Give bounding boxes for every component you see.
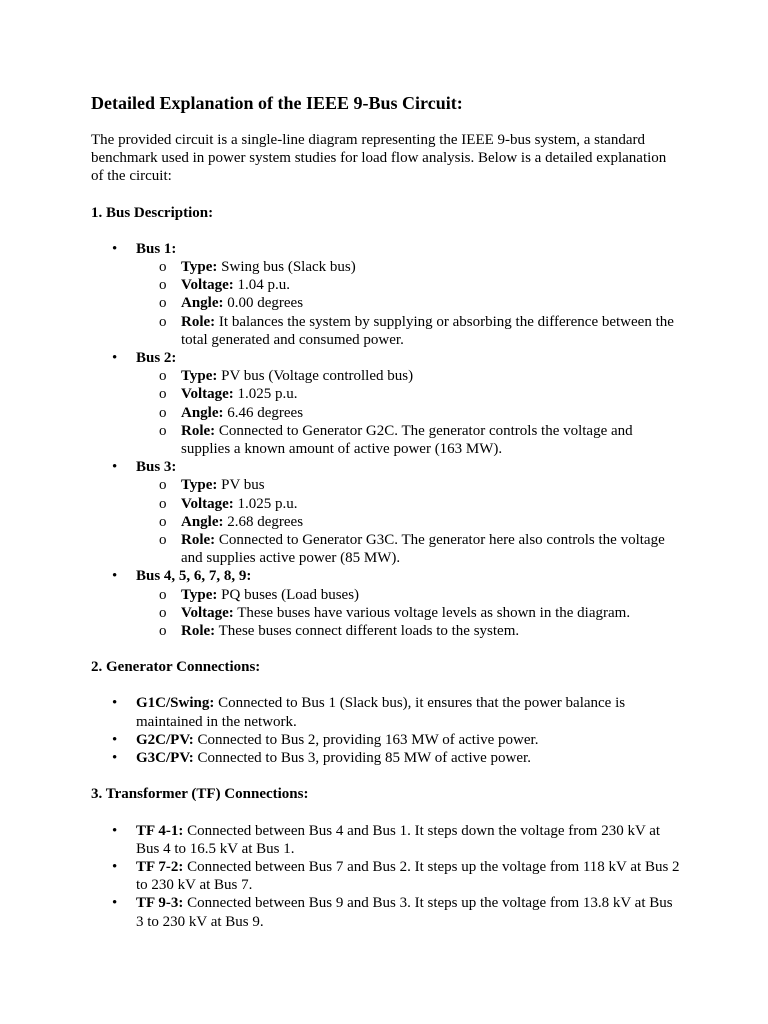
- property-label: Role:: [181, 422, 216, 439]
- transformer-text: Connected between Bus 7 and Bus 2. It steps up the voltage from 118 kV at Bus 2 to 230 kV at Bus 7.: [136, 858, 680, 894]
- bus-property-item: [136, 513, 681, 531]
- bus-list-item: [91, 349, 681, 458]
- bus-property-item: [136, 313, 681, 349]
- property-label: Role:: [181, 623, 216, 640]
- bus-list-item: [91, 240, 681, 349]
- property-label: Angle:: [181, 513, 224, 530]
- bus-list-item: [91, 567, 681, 640]
- property-label: Angle:: [181, 295, 224, 312]
- transformer-list: [91, 822, 681, 931]
- property-label: Type:: [181, 259, 218, 276]
- bus-property-item: [136, 586, 681, 604]
- transformer-text: Connected between Bus 9 and Bus 3. It steps up the voltage from 13.8 kV at Bus 3 to 230 kV at Bus 9.: [136, 895, 673, 930]
- generator-label: G2C/PV:: [136, 731, 194, 748]
- property-label: Angle:: [181, 404, 224, 421]
- section-heading-bus-description: 1. Bus Description:: [91, 204, 214, 221]
- property-label: Role:: [181, 313, 216, 330]
- transformer-label: TF 9-3:: [136, 895, 184, 912]
- bus-property-item: [136, 531, 681, 567]
- generator-text: Connected to Bus 1 (Slack bus), it ensures that the power balance is maintained in the network.: [136, 695, 626, 730]
- transformer-list-item: [91, 822, 681, 858]
- bus-property-item: [136, 294, 681, 312]
- property-text: These buses connect different loads to the system.: [215, 623, 520, 640]
- generator-text: Connected to Bus 3, providing 85 MW of active power.: [193, 750, 531, 767]
- generator-list: [91, 694, 681, 767]
- bus-property-item: [136, 385, 681, 403]
- property-text: It balances the system by supplying or absorbing the difference between the total generated and consumed power.: [181, 313, 674, 348]
- bus-property-item: [136, 495, 681, 513]
- document-content: [91, 92, 681, 931]
- bus-property-item: [136, 476, 681, 494]
- bus-list-item: [91, 458, 681, 567]
- generator-text: Connected to Bus 2, providing 163 MW of active power.: [193, 731, 539, 748]
- generator-list-item: [91, 694, 681, 730]
- bus-property-item: [136, 258, 681, 276]
- property-text: PQ buses (Load buses): [217, 586, 360, 603]
- bus-name: Bus 1:: [136, 240, 177, 257]
- bus-name: Bus 3:: [136, 459, 177, 476]
- bus-property-list: [136, 367, 681, 458]
- section-heading-generator-connections: 2. Generator Connections:: [91, 659, 261, 676]
- property-text: Connected to Generator G3C. The generator here also controls the voltage and supplies active power (85 MW).: [181, 532, 665, 567]
- intro-paragraph: The provided circuit is a single-line diagram representing the IEEE 9-bus system, a standard benchmark used in power system studies for load flow analysis. Below is a detailed explanation of the circuit:: [91, 132, 667, 185]
- property-text: Swing bus (Slack bus): [217, 259, 356, 276]
- property-label: Voltage:: [181, 495, 234, 512]
- property-label: Voltage:: [181, 604, 234, 621]
- generator-list-item: [91, 731, 681, 749]
- property-text: PV bus (Voltage controlled bus): [217, 368, 414, 385]
- bus-property-item: [136, 367, 681, 385]
- property-text: 6.46 degrees: [223, 404, 304, 421]
- property-text: These buses have various voltage levels as shown in the diagram.: [233, 604, 631, 621]
- property-text: 0.00 degrees: [223, 295, 304, 312]
- bus-list: [91, 240, 681, 640]
- property-text: 1.025 p.u.: [233, 386, 298, 403]
- property-label: Voltage:: [181, 386, 234, 403]
- transformer-label: TF 4-1:: [136, 822, 184, 839]
- property-text: 1.025 p.u.: [233, 495, 298, 512]
- bus-property-item: [136, 422, 681, 458]
- section-heading-transformer-connections: 3. Transformer (TF) Connections:: [91, 786, 309, 803]
- property-label: Type:: [181, 477, 218, 494]
- bus-property-list: [136, 258, 681, 349]
- bus-property-list: [136, 476, 681, 567]
- property-label: Role:: [181, 532, 216, 549]
- transformer-text: Connected between Bus 4 and Bus 1. It steps down the voltage from 230 kV at Bus 4 to 16.5 kV at Bus 1.: [136, 822, 661, 857]
- bus-property-item: [136, 604, 681, 622]
- transformer-list-item: [91, 858, 681, 894]
- transformer-list-item: [91, 894, 681, 930]
- property-text: 1.04 p.u.: [233, 277, 291, 294]
- property-text: PV bus: [217, 477, 265, 494]
- generator-list-item: [91, 749, 681, 767]
- transformer-label: TF 7-2:: [136, 858, 184, 875]
- generator-label: G3C/PV:: [136, 750, 194, 767]
- bus-property-item: [136, 404, 681, 422]
- bus-property-item: [136, 622, 681, 640]
- property-label: Voltage:: [181, 277, 234, 294]
- generator-label: G1C/Swing:: [136, 695, 215, 712]
- property-text: 2.68 degrees: [223, 513, 304, 530]
- document-title: Detailed Explanation of the IEEE 9-Bus Circuit:: [91, 93, 463, 113]
- bus-property-item: [136, 276, 681, 294]
- property-label: Type:: [181, 586, 218, 603]
- property-text: Connected to Generator G2C. The generator controls the voltage and supplies a known amount of active power (163 MW).: [181, 422, 633, 458]
- bus-name: Bus 4, 5, 6, 7, 8, 9:: [136, 568, 252, 585]
- bus-name: Bus 2:: [136, 350, 177, 367]
- bus-property-list: [136, 586, 681, 641]
- property-label: Type:: [181, 368, 218, 385]
